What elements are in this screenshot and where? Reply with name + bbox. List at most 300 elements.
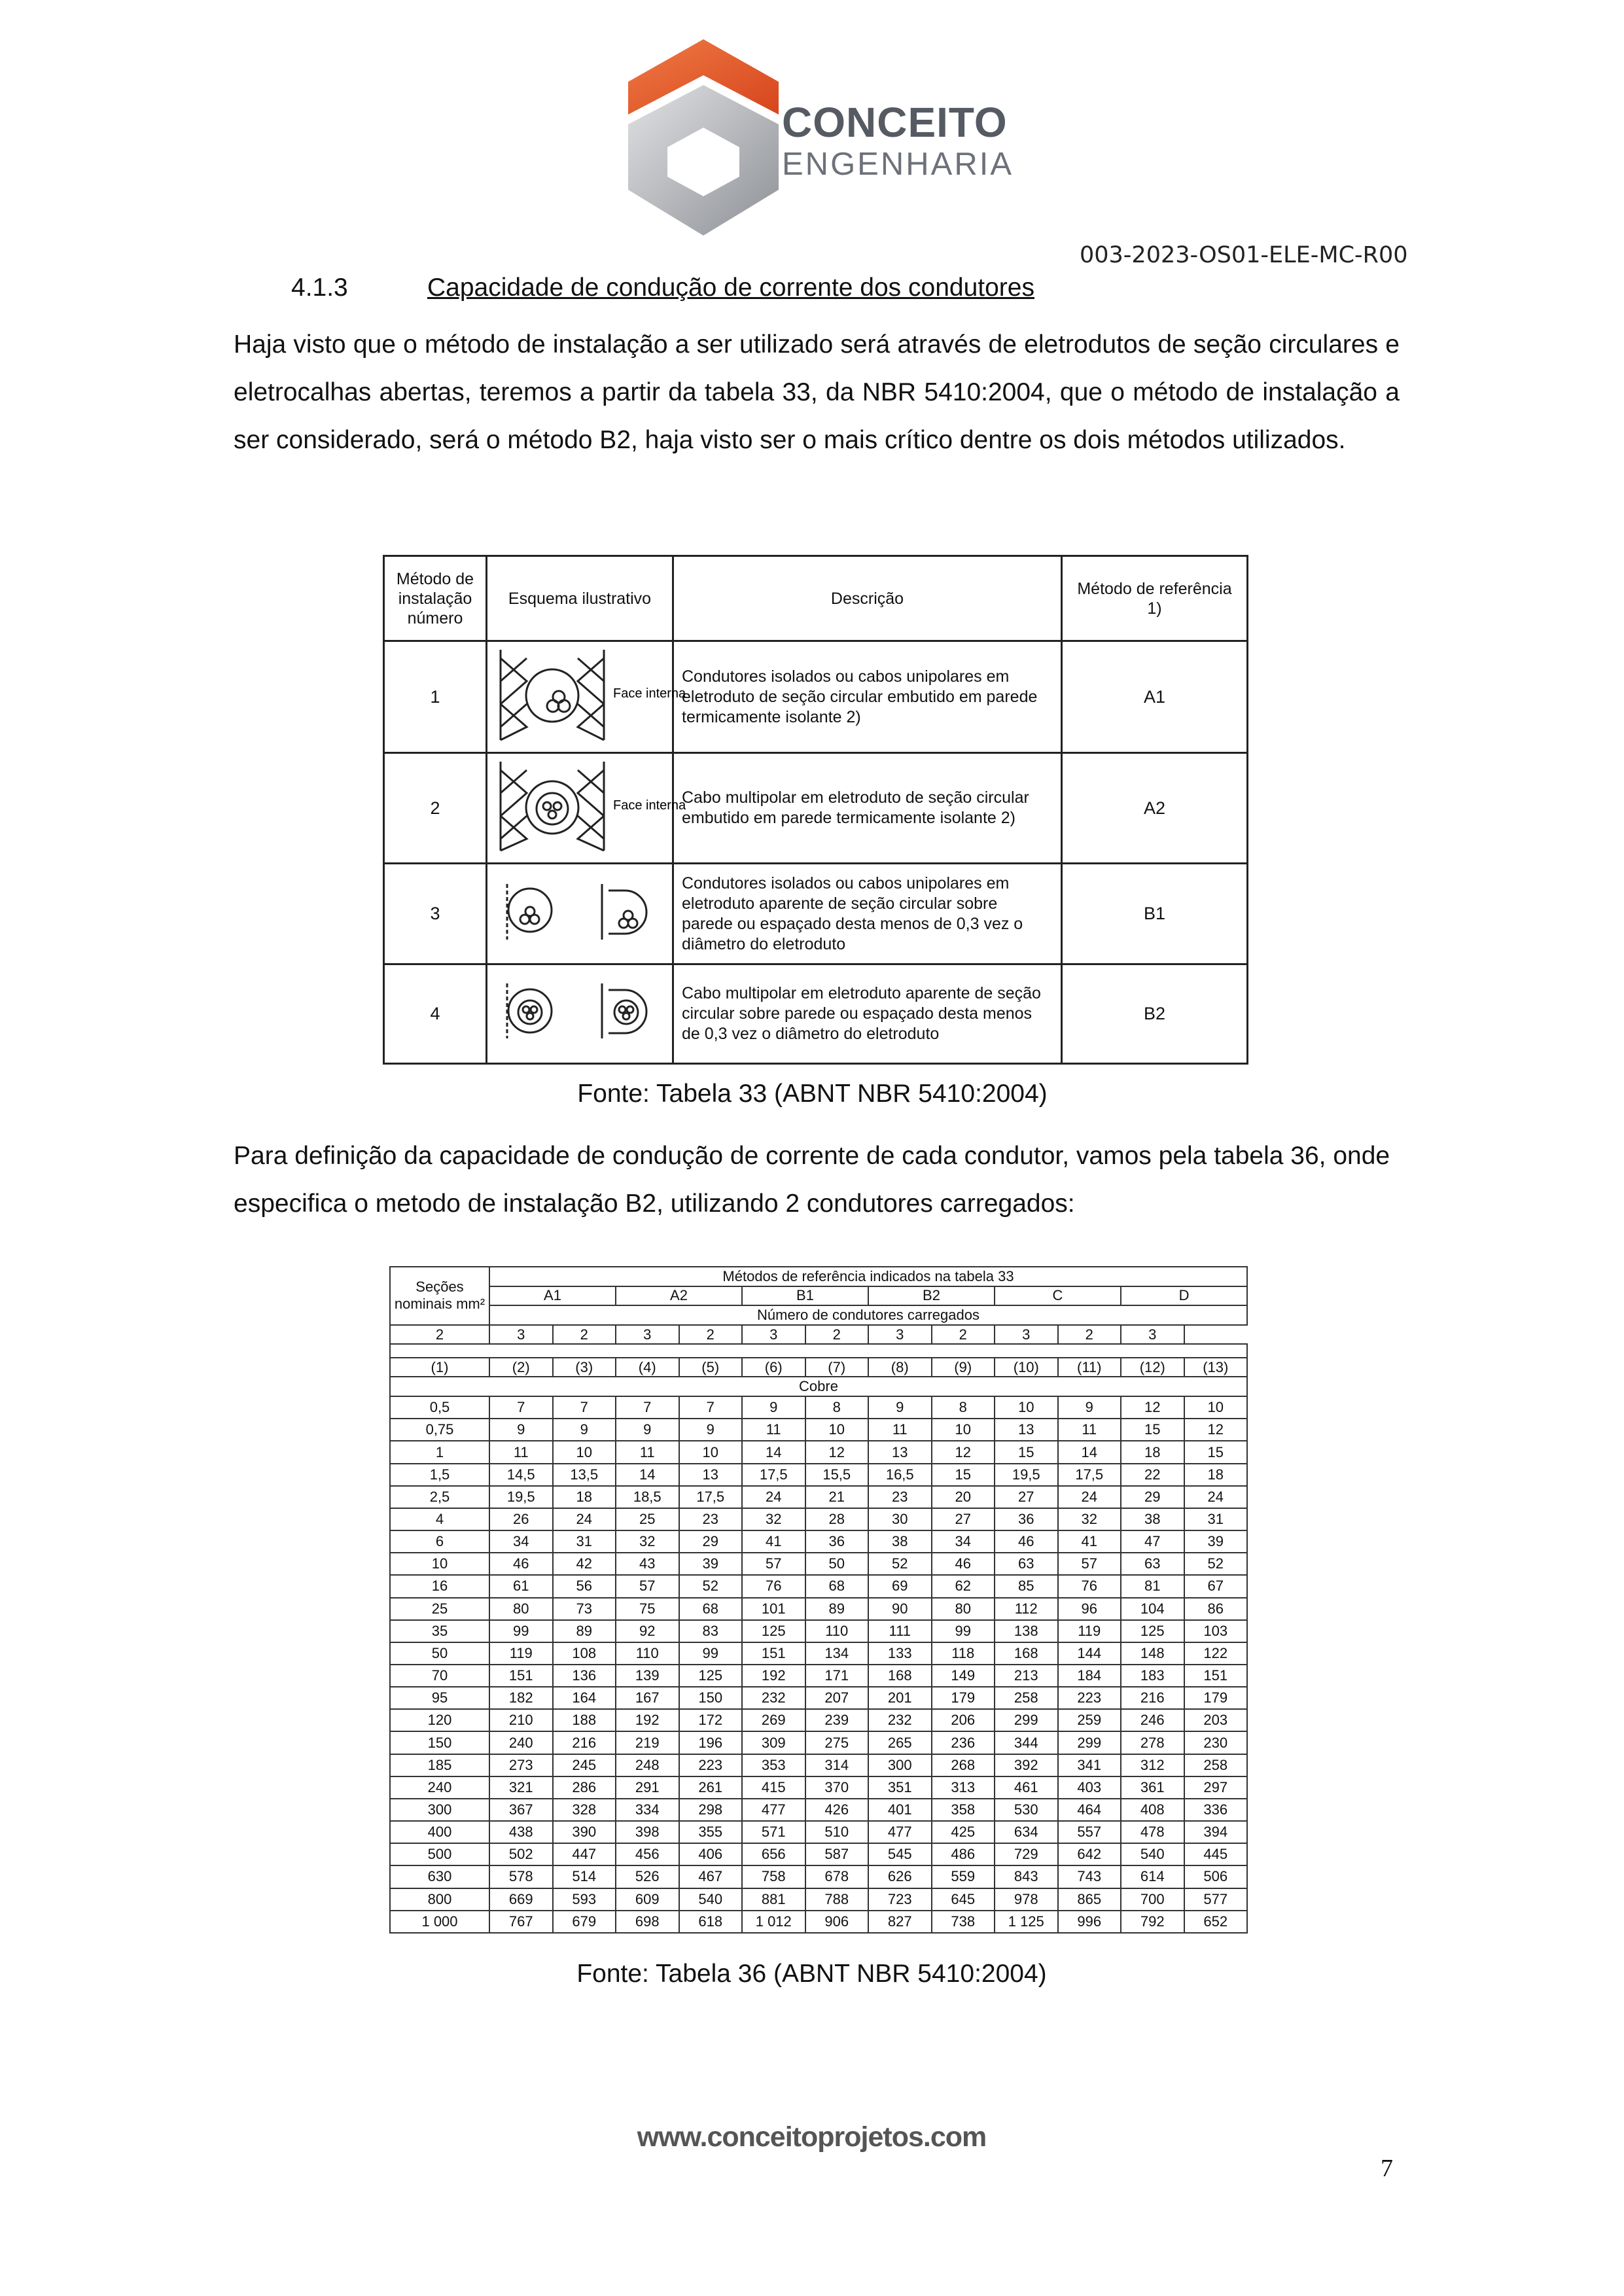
ampacity-cell: 577	[1184, 1888, 1248, 1911]
ampacity-cell: 634	[995, 1821, 1058, 1843]
ampacity-cell: 34	[932, 1530, 995, 1553]
ampacity-cell: 367	[489, 1799, 553, 1821]
ampacity-cell: 10	[679, 1441, 743, 1463]
ampacity-cell: 27	[932, 1508, 995, 1530]
ampacity-cell: 13	[868, 1441, 932, 1463]
section-size-cell: 25	[390, 1598, 489, 1620]
ampacity-cell: 164	[553, 1687, 616, 1709]
ampacity-cell: 445	[1184, 1843, 1248, 1865]
ampacity-cell: 138	[995, 1620, 1058, 1642]
ampacity-cell: 27	[995, 1486, 1058, 1508]
ampacity-cell: 10	[805, 1419, 869, 1441]
ampacity-cell: 151	[489, 1665, 553, 1687]
ampacity-cell: 743	[1058, 1865, 1121, 1888]
ampacity-cell: 223	[1058, 1687, 1121, 1709]
conductor-count: 3	[1121, 1325, 1184, 1345]
ampacity-cell: 626	[868, 1865, 932, 1888]
section-size-cell: 95	[390, 1687, 489, 1709]
ampacity-cell: 103	[1184, 1620, 1248, 1642]
ampacity-cell: 216	[553, 1731, 616, 1754]
ampacity-cell: 788	[805, 1888, 869, 1911]
ampacity-cell: 29	[1121, 1486, 1184, 1508]
ampacity-cell: 398	[616, 1821, 679, 1843]
ampacity-cell: 758	[742, 1865, 805, 1888]
method-column-header: D	[1121, 1286, 1247, 1306]
ampacity-cell: 20	[932, 1486, 995, 1508]
ampacity-cell: 39	[1184, 1530, 1248, 1553]
table-row	[390, 1530, 1247, 1553]
schema-cell	[487, 964, 673, 1064]
table-row	[390, 1776, 1247, 1799]
reference-method: B2	[1062, 964, 1248, 1064]
column-number: (4)	[616, 1358, 679, 1377]
face-label: Face interna	[613, 686, 686, 701]
ampacity-cell: 168	[995, 1642, 1058, 1665]
ampacity-cell: 477	[868, 1821, 932, 1843]
ampacity-cell: 275	[805, 1731, 869, 1754]
conductor-count: 2	[679, 1325, 743, 1345]
section-size-cell: 1	[390, 1441, 489, 1463]
ampacity-cell: 61	[489, 1575, 553, 1597]
ampacity-cell: 19,5	[995, 1464, 1058, 1486]
ampacity-cell: 23	[868, 1486, 932, 1508]
installation-methods-table	[383, 555, 1246, 1057]
ampacity-cell: 996	[1058, 1911, 1121, 1933]
ampacity-cell: 12	[1121, 1396, 1184, 1419]
ampacity-cell: 36	[805, 1530, 869, 1553]
ampacity-cell: 57	[742, 1553, 805, 1575]
ampacity-cell: 9	[868, 1396, 932, 1419]
section-size-cell: 35	[390, 1620, 489, 1642]
ampacity-cell: 540	[1121, 1843, 1184, 1865]
ampacity-cell: 259	[1058, 1709, 1121, 1731]
surface-multipolar-illustration	[487, 965, 670, 1058]
table-row	[390, 1642, 1247, 1665]
ampacity-cell: 89	[805, 1598, 869, 1620]
ampacity-cell: 486	[932, 1843, 995, 1865]
ampacity-cell: 392	[995, 1754, 1058, 1776]
ampacity-cell: 9	[489, 1419, 553, 1441]
ampacity-cell: 9	[1058, 1396, 1121, 1419]
ampacity-cell: 15	[1121, 1419, 1184, 1441]
ampacity-cell: 83	[679, 1620, 743, 1642]
ampacity-cell: 15,5	[805, 1464, 869, 1486]
ampacity-cell: 96	[1058, 1598, 1121, 1620]
ampacity-cell: 68	[679, 1598, 743, 1620]
method-column-header: A2	[616, 1286, 742, 1306]
table-row	[384, 864, 1248, 964]
conductor-count: 2	[932, 1325, 995, 1345]
column-number: (6)	[742, 1358, 805, 1377]
ampacity-cell: 906	[805, 1911, 869, 1933]
table-row	[384, 641, 1248, 753]
section-size-cell: 0,5	[390, 1396, 489, 1419]
method-description: Cabo multipolar em eletroduto de seção circular embutido em parede termicamente isolante 2)	[673, 753, 1062, 864]
method-number: 2	[384, 753, 487, 864]
conductors-header: Número de condutores carregados	[489, 1305, 1247, 1325]
ampacity-cell: 540	[679, 1888, 743, 1911]
method-description: Condutores isolados ou cabos unipolares em eletroduto aparente de seção circular sobre parede ou espaçado desta menos de 0,3 vez o diâmetro do eletroduto	[673, 864, 1062, 964]
ampacity-cell: 86	[1184, 1598, 1248, 1620]
ampacity-cell: 9	[616, 1419, 679, 1441]
ampacity-cell: 46	[932, 1553, 995, 1575]
ampacity-cell: 31	[553, 1530, 616, 1553]
ampacity-cell: 361	[1121, 1776, 1184, 1799]
ampacity-cell: 299	[995, 1709, 1058, 1731]
ampacity-cell: 101	[742, 1598, 805, 1620]
ampacity-cell: 9	[679, 1419, 743, 1441]
ampacity-cell: 38	[868, 1530, 932, 1553]
ampacity-cell: 321	[489, 1776, 553, 1799]
ampacity-cell: 578	[489, 1865, 553, 1888]
ampacity-cell: 38	[1121, 1508, 1184, 1530]
ampacity-cell: 80	[932, 1598, 995, 1620]
ampacity-cell: 99	[489, 1620, 553, 1642]
ampacity-cell: 456	[616, 1843, 679, 1865]
method-number: 1	[384, 641, 487, 753]
conductor-count: 2	[390, 1325, 489, 1345]
ampacity-cell: 245	[553, 1754, 616, 1776]
table-row	[390, 1598, 1247, 1620]
ampacity-cell: 336	[1184, 1799, 1248, 1821]
table-row	[390, 1754, 1247, 1776]
ampacity-cell: 792	[1121, 1911, 1184, 1933]
ampacity-cell: 39	[679, 1553, 743, 1575]
ampacity-cell: 425	[932, 1821, 995, 1843]
ampacity-cell: 17,5	[742, 1464, 805, 1486]
table-row	[390, 1620, 1247, 1642]
ampacity-cell: 258	[1184, 1754, 1248, 1776]
ampacity-cell: 269	[742, 1709, 805, 1731]
spacer-row	[390, 1344, 1247, 1357]
section-size-cell: 185	[390, 1754, 489, 1776]
column-number: (7)	[805, 1358, 869, 1377]
ampacity-cell: 32	[1058, 1508, 1121, 1530]
ampacity-cell: 291	[616, 1776, 679, 1799]
table-row	[390, 1419, 1247, 1441]
ampacity-cell: 246	[1121, 1709, 1184, 1731]
ampacity-cell: 192	[742, 1665, 805, 1687]
ampacity-cell: 14	[616, 1464, 679, 1486]
methods-header: Métodos de referência indicados na tabela 33	[489, 1267, 1247, 1286]
section-size-cell: 240	[390, 1776, 489, 1799]
ampacity-cell: 232	[742, 1687, 805, 1709]
column-number: (1)	[390, 1358, 489, 1377]
ampacity-cell: 438	[489, 1821, 553, 1843]
ampacity-cell: 10	[932, 1419, 995, 1441]
material-header: Cobre	[390, 1377, 1247, 1396]
ampacity-cell: 14,5	[489, 1464, 553, 1486]
ampacity-cell: 394	[1184, 1821, 1248, 1843]
ampacity-cell: 24	[1184, 1486, 1248, 1508]
section-number: 4.1.3	[291, 274, 348, 302]
ampacity-cell: 76	[1058, 1575, 1121, 1597]
ampacity-cell: 328	[553, 1799, 616, 1821]
ampacity-cell: 99	[932, 1620, 995, 1642]
table-row	[390, 1575, 1247, 1597]
document-reference: 003-2023-OS01-ELE-MC-R00	[1080, 242, 1408, 268]
ampacity-cell: 85	[995, 1575, 1058, 1597]
ampacity-cell: 14	[742, 1441, 805, 1463]
table-row	[390, 1865, 1247, 1888]
ampacity-cell: 67	[1184, 1575, 1248, 1597]
section-size-cell: 6	[390, 1530, 489, 1553]
ampacity-cell: 50	[805, 1553, 869, 1575]
ampacity-cell: 355	[679, 1821, 743, 1843]
column-number: (2)	[489, 1358, 553, 1377]
conductor-count: 3	[995, 1325, 1058, 1345]
ampacity-cell: 17,5	[1058, 1464, 1121, 1486]
ampacity-cell: 183	[1121, 1665, 1184, 1687]
method-description: Cabo multipolar em eletroduto aparente de seção circular sobre parede ou espaçado desta menos de 0,3 vez o diâmetro do eletroduto	[673, 964, 1062, 1064]
ampacity-cell: 679	[553, 1911, 616, 1933]
ampacity-cell: 167	[616, 1687, 679, 1709]
section-size-cell: 500	[390, 1843, 489, 1865]
method-column-header: C	[995, 1286, 1121, 1306]
ampacity-cell: 273	[489, 1754, 553, 1776]
table-row	[390, 1799, 1247, 1821]
ampacity-cell: 314	[805, 1754, 869, 1776]
ampacity-cell: 92	[616, 1620, 679, 1642]
ampacity-cell: 232	[868, 1709, 932, 1731]
ampacity-cell: 978	[995, 1888, 1058, 1911]
ampacity-cell: 559	[932, 1865, 995, 1888]
ampacity-cell: 108	[553, 1642, 616, 1665]
method-column-header: B2	[868, 1286, 995, 1306]
ampacity-cell: 297	[1184, 1776, 1248, 1799]
ampacity-cell: 144	[1058, 1642, 1121, 1665]
ampacity-cell: 514	[553, 1865, 616, 1888]
intro-paragraph: Haja visto que o método de instalação a ser utilizado será através de eletrodutos de seção circulares e eletrocalhas abertas, teremos a partir da tabela 33, da NBR 5410:2004, que o método de instalação a ser considerado, será o método B2, haja visto ser o mais crítico dentre os dois métodos utilizados.	[234, 330, 1400, 454]
ampacity-cell: 22	[1121, 1464, 1184, 1486]
ampacity-cell: 545	[868, 1843, 932, 1865]
ampacity-cell: 43	[616, 1553, 679, 1575]
ampacity-cell: 139	[616, 1665, 679, 1687]
ampacity-cell: 464	[1058, 1799, 1121, 1821]
ampacity-cell: 11	[742, 1419, 805, 1441]
ampacity-cell: 258	[995, 1687, 1058, 1709]
table-row	[390, 1553, 1247, 1575]
ampacity-cell: 415	[742, 1776, 805, 1799]
table36-caption: Fonte: Tabela 36 (ABNT NBR 5410:2004)	[576, 1960, 1047, 1988]
ampacity-cell: 24	[742, 1486, 805, 1508]
ampacity-cell: 62	[932, 1575, 995, 1597]
ampacity-cell: 36	[995, 1508, 1058, 1530]
ampacity-cell: 9	[742, 1396, 805, 1419]
ampacity-cell: 81	[1121, 1575, 1184, 1597]
column-number: (3)	[553, 1358, 616, 1377]
ampacity-cell: 29	[679, 1530, 743, 1553]
ampacity-cell: 767	[489, 1911, 553, 1933]
ampacity-cell: 223	[679, 1754, 743, 1776]
table-row	[390, 1821, 1247, 1843]
section-size-cell: 70	[390, 1665, 489, 1687]
ampacity-cell: 119	[489, 1642, 553, 1665]
ampacity-cell: 10	[1184, 1396, 1248, 1419]
ampacity-cell: 313	[932, 1776, 995, 1799]
ampacity-cell: 10	[553, 1441, 616, 1463]
table-row	[384, 964, 1248, 1064]
ampacity-cell: 18	[1121, 1441, 1184, 1463]
ampacity-cell: 248	[616, 1754, 679, 1776]
ampacity-cell: 149	[932, 1665, 995, 1687]
ampacity-cell: 669	[489, 1888, 553, 1911]
ampacity-cell: 298	[679, 1799, 743, 1821]
ampacity-cell: 17,5	[679, 1486, 743, 1508]
ampacity-cell: 652	[1184, 1911, 1248, 1933]
ampacity-cell: 134	[805, 1642, 869, 1665]
ampacity-cell: 344	[995, 1731, 1058, 1754]
ampacity-cell: 618	[679, 1911, 743, 1933]
ampacity-cell: 151	[1184, 1665, 1248, 1687]
ampacity-cell: 110	[805, 1620, 869, 1642]
ampacity-cell: 23	[679, 1508, 743, 1530]
section-size-cell: 16	[390, 1575, 489, 1597]
ampacity-cell: 119	[1058, 1620, 1121, 1642]
second-paragraph: Para definição da capacidade de condução de corrente de cada condutor, vamos pela tabela 36, onde especifica o metodo de instalação B2, utilizando 2 condutores carregados:	[234, 1142, 1390, 1218]
ampacity-cell: 240	[489, 1731, 553, 1754]
ampacity-cell: 47	[1121, 1530, 1184, 1553]
ampacity-cell: 11	[489, 1441, 553, 1463]
conductor-count: 2	[805, 1325, 869, 1345]
ampacity-cell: 278	[1121, 1731, 1184, 1754]
section-title: Capacidade de condução de corrente dos condutores	[427, 274, 1034, 302]
current-capacity-table	[389, 1266, 1246, 1934]
ampacity-cell: 881	[742, 1888, 805, 1911]
ampacity-cell: 216	[1121, 1687, 1184, 1709]
ampacity-cell: 403	[1058, 1776, 1121, 1799]
ampacity-cell: 843	[995, 1865, 1058, 1888]
ampacity-cell: 90	[868, 1598, 932, 1620]
schema-cell	[487, 753, 686, 864]
reference-method: A2	[1062, 753, 1248, 864]
ampacity-cell: 32	[742, 1508, 805, 1530]
section-size-cell: 630	[390, 1865, 489, 1888]
ampacity-cell: 73	[553, 1598, 616, 1620]
ampacity-cell: 461	[995, 1776, 1058, 1799]
ampacity-cell: 122	[1184, 1642, 1248, 1665]
sections-header: Seções nominais mm²	[390, 1267, 489, 1325]
ampacity-cell: 136	[553, 1665, 616, 1687]
reference-method: A1	[1062, 641, 1248, 753]
ampacity-cell: 865	[1058, 1888, 1121, 1911]
embedded-conduit-illustration	[487, 642, 686, 747]
conductor-count: 2	[1058, 1325, 1121, 1345]
ampacity-cell: 21	[805, 1486, 869, 1508]
ampacity-cell: 8	[805, 1396, 869, 1419]
ampacity-cell: 18	[1184, 1464, 1248, 1486]
ampacity-cell: 24	[553, 1508, 616, 1530]
header-reference-method: Método de referência 1)	[1062, 556, 1248, 641]
ampacity-cell: 56	[553, 1575, 616, 1597]
ampacity-cell: 478	[1121, 1821, 1184, 1843]
ampacity-cell: 182	[489, 1687, 553, 1709]
ampacity-cell: 286	[553, 1776, 616, 1799]
ampacity-cell: 15	[1184, 1441, 1248, 1463]
ampacity-cell: 16,5	[868, 1464, 932, 1486]
ampacity-cell: 502	[489, 1843, 553, 1865]
table-row	[390, 1441, 1247, 1463]
ampacity-cell: 593	[553, 1888, 616, 1911]
column-number: (12)	[1121, 1358, 1184, 1377]
ampacity-cell: 32	[616, 1530, 679, 1553]
section-size-cell: 400	[390, 1821, 489, 1843]
ampacity-cell: 148	[1121, 1642, 1184, 1665]
ampacity-cell: 7	[679, 1396, 743, 1419]
ampacity-cell: 34	[489, 1530, 553, 1553]
ampacity-cell: 207	[805, 1687, 869, 1709]
ampacity-cell: 408	[1121, 1799, 1184, 1821]
ampacity-cell: 506	[1184, 1865, 1248, 1888]
ampacity-cell: 52	[679, 1575, 743, 1597]
section-size-cell: 150	[390, 1731, 489, 1754]
ampacity-cell: 75	[616, 1598, 679, 1620]
ampacity-cell: 12	[1184, 1419, 1248, 1441]
ampacity-cell: 7	[616, 1396, 679, 1419]
ampacity-cell: 19,5	[489, 1486, 553, 1508]
ampacity-cell: 467	[679, 1865, 743, 1888]
table-row	[390, 1687, 1247, 1709]
ampacity-cell: 447	[553, 1843, 616, 1865]
ampacity-cell: 41	[1058, 1530, 1121, 1553]
ampacity-cell: 63	[1121, 1553, 1184, 1575]
table-row	[390, 1464, 1247, 1486]
footer-website: www.conceitoprojetos.com	[637, 2121, 987, 2153]
table-row	[390, 1486, 1247, 1508]
ampacity-cell: 57	[616, 1575, 679, 1597]
ampacity-cell: 25	[616, 1508, 679, 1530]
ampacity-cell: 80	[489, 1598, 553, 1620]
ampacity-cell: 309	[742, 1731, 805, 1754]
ampacity-cell: 168	[868, 1665, 932, 1687]
method-column-header: A1	[489, 1286, 616, 1306]
ampacity-cell: 206	[932, 1709, 995, 1731]
ampacity-cell: 300	[868, 1754, 932, 1776]
ampacity-cell: 31	[1184, 1508, 1248, 1530]
ampacity-cell: 510	[805, 1821, 869, 1843]
conductor-count: 2	[553, 1325, 616, 1345]
ampacity-cell: 111	[868, 1620, 932, 1642]
ampacity-cell: 7	[553, 1396, 616, 1419]
ampacity-cell: 118	[932, 1642, 995, 1665]
ampacity-cell: 341	[1058, 1754, 1121, 1776]
ampacity-cell: 179	[932, 1687, 995, 1709]
ampacity-cell: 370	[805, 1776, 869, 1799]
ampacity-cell: 9	[553, 1419, 616, 1441]
table-row	[390, 1843, 1247, 1865]
ampacity-cell: 52	[868, 1553, 932, 1575]
ampacity-cell: 723	[868, 1888, 932, 1911]
header-method-number: Método de instalação número	[384, 556, 487, 641]
ampacity-cell: 530	[995, 1799, 1058, 1821]
ampacity-cell: 201	[868, 1687, 932, 1709]
section-size-cell: 10	[390, 1553, 489, 1575]
ampacity-cell: 63	[995, 1553, 1058, 1575]
ampacity-cell: 125	[742, 1620, 805, 1642]
ampacity-cell: 110	[616, 1642, 679, 1665]
ampacity-cell: 12	[932, 1441, 995, 1463]
ampacity-cell: 219	[616, 1731, 679, 1754]
schema-cell	[487, 864, 673, 964]
ampacity-cell: 526	[616, 1865, 679, 1888]
ampacity-cell: 14	[1058, 1441, 1121, 1463]
page-number: 7	[1381, 2155, 1393, 2182]
ampacity-cell: 239	[805, 1709, 869, 1731]
table-row	[390, 1396, 1247, 1419]
ampacity-cell: 700	[1121, 1888, 1184, 1911]
section-size-cell: 4	[390, 1508, 489, 1530]
ampacity-cell: 230	[1184, 1731, 1248, 1754]
